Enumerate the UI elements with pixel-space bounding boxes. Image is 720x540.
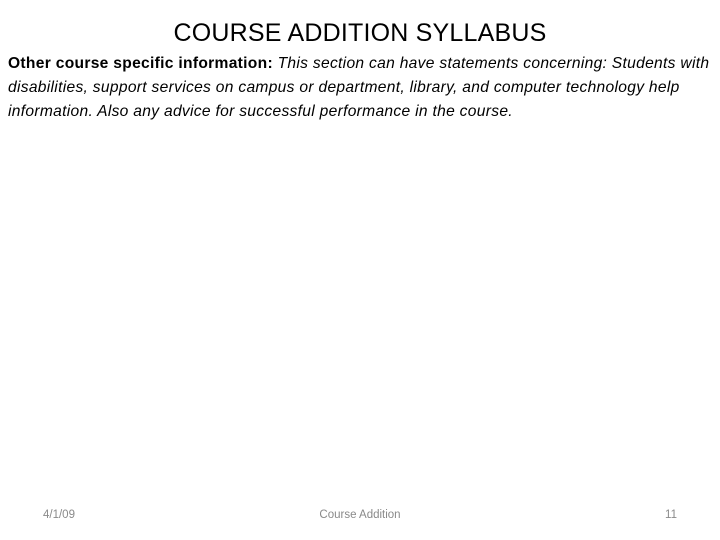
body-label: Other course specific information: (8, 55, 273, 72)
page-number: 11 (665, 509, 677, 521)
slide-body (8, 52, 714, 124)
footer-title: Course Addition (319, 509, 401, 521)
body-text: This section can have statements concerning: Students with disabilities, support services on campus or department, library, and computer technology help information. Also any advice for successful performance in the course. (8, 55, 710, 120)
slide-title: COURSE ADDITION SYLLABUS (173, 19, 547, 47)
footer-date: 4/1/09 (43, 509, 75, 521)
